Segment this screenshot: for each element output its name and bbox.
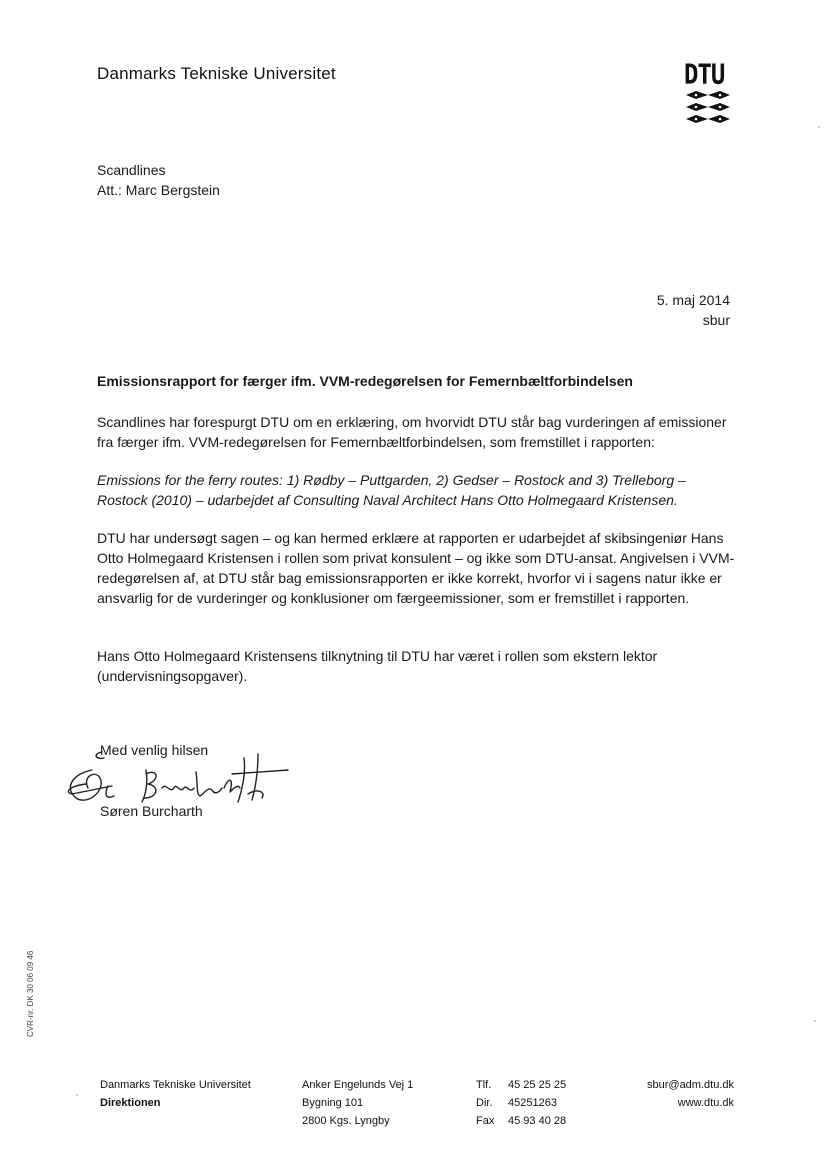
tlf-value: 45 25 25 25 bbox=[508, 1079, 567, 1091]
recipient-company: Scandlines bbox=[97, 162, 166, 178]
scan-speck bbox=[818, 126, 820, 128]
body-paragraph-3: DTU har undersøgt sagen – og kan hermed erklære at rapporten er udarbejdet af skibsingeniør Hans Otto Holmegaard Kristensen i rollen som privat konsulent – og ikke som DTU-ansat. Angivelsen i VVM-redegørelsen af, at DTU står bag emissionsrapporten er ikke korrekt, hvorfor vi i sagens natur ikke er ansvarlig for de vurderinger og konklusioner om færgeemissioner, som er fremstillet i rapporten. bbox=[97, 530, 735, 606]
signer-name: Søren Burcharth bbox=[100, 803, 203, 819]
fax-value: 45 93 40 28 bbox=[508, 1115, 567, 1127]
dtu-logo bbox=[684, 58, 732, 128]
footer-contact bbox=[647, 1076, 734, 1112]
body-paragraph-report-title: Emissions for the ferry routes: 1) Rødby – Puttgarden, 2) Gedser – Rostock and 3) Trelleborg – Rostock (2010) – udarbejdet af Consulting Naval Architect Hans Otto Holmegaard Kristensen. bbox=[97, 472, 686, 508]
footer-address-line2: Bygning 101 bbox=[302, 1097, 364, 1109]
footer-address-line3: 2800 Kgs. Lyngby bbox=[302, 1115, 390, 1127]
footer-address bbox=[302, 1076, 413, 1130]
scan-speck bbox=[814, 1020, 816, 1022]
footer-email[interactable]: sbur@adm.dtu.dk bbox=[647, 1079, 734, 1091]
footer-org-unit: Direktionen bbox=[100, 1097, 161, 1109]
body-paragraph-4: Hans Otto Holmegaard Kristensens tilknytning til DTU har været i rollen som ekstern lektor (undervisningsopgaver). bbox=[97, 648, 658, 684]
dir-label: Dir. bbox=[476, 1097, 493, 1109]
cvr-side-note bbox=[26, 942, 46, 1037]
footer-organization bbox=[100, 1076, 251, 1112]
recipient-attention: Att.: Marc Bergstein bbox=[97, 182, 220, 198]
recipient-block bbox=[97, 160, 220, 200]
footer-dir-row bbox=[476, 1094, 566, 1112]
date-block bbox=[657, 290, 730, 330]
dtu-logo-text: DTU bbox=[684, 58, 725, 91]
tlf-label: Tlf. bbox=[476, 1079, 492, 1091]
footer-website[interactable]: www.dtu.dk bbox=[677, 1097, 734, 1109]
dtu-logo-mark-icon bbox=[684, 90, 732, 126]
institution-header: Danmarks Tekniske Universitet bbox=[97, 64, 336, 83]
fax-label: Fax bbox=[476, 1115, 495, 1127]
footer-tlf-row bbox=[476, 1076, 566, 1094]
dir-value: 45251263 bbox=[508, 1097, 557, 1109]
scan-speck bbox=[76, 1094, 78, 1096]
footer-fax-row bbox=[476, 1112, 566, 1130]
sender-initials: sbur bbox=[702, 312, 730, 328]
footer-org-name: Danmarks Tekniske Universitet bbox=[100, 1079, 251, 1091]
closing-greeting: Med venlig hilsen bbox=[100, 742, 209, 758]
body-paragraph-1: Scandlines har forespurgt DTU om en erklæring, om hvorvidt DTU står bag vurderingen af emissioner fra færger ifm. VVM-redegørelsen for Femernbæltforbindelsen, som fremstillet i rapporten: bbox=[97, 414, 727, 450]
letter-date: 5. maj 2014 bbox=[656, 292, 730, 308]
cvr-text: CVR-nr. DK 30 06 09 46 bbox=[26, 950, 35, 1037]
letter-subject: Emissionsrapport for færger ifm. VVM-redegørelsen for Femernbæltforbindelsen bbox=[97, 373, 633, 389]
footer-address-line1: Anker Engelunds Vej 1 bbox=[302, 1079, 414, 1091]
footer-phone-numbers bbox=[476, 1076, 566, 1130]
